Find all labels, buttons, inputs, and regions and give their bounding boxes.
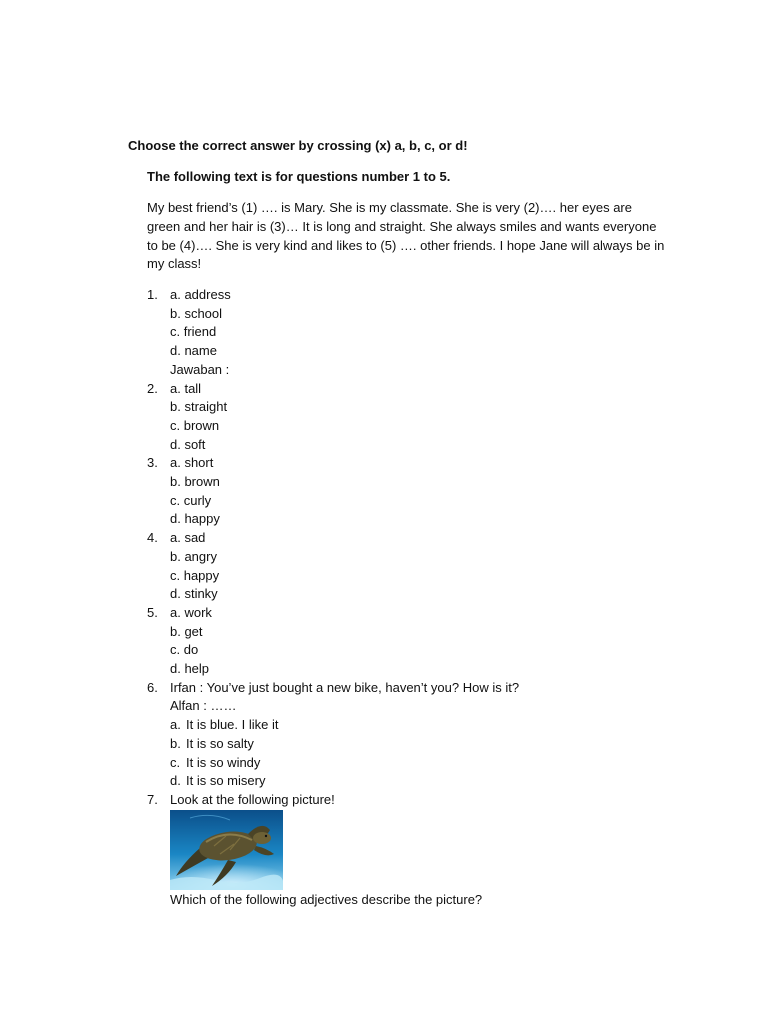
option-b: b. angry — [170, 548, 217, 564]
dialogue-line-alfan: Alfan : …… — [170, 698, 237, 714]
option-a: a. tall — [170, 380, 202, 396]
question-number: 3. — [147, 455, 158, 471]
reading-passage: My best friend’s (1) …. is Mary. She is my classmate. She is very (2)…. her eyes are green and her hair is (3)… It is long and straight. She always smiles and wants everyone to be (4)…. She is very kind and likes to (5) …. other friends. I hope Jane will always be in my class! — [147, 200, 665, 272]
dialogue-line-irfan: Irfan : You’ve just bought a new bike, haven’t you? How is it? — [170, 679, 520, 695]
option-c: c. do — [170, 642, 199, 658]
option-a: a. short — [170, 455, 214, 471]
option-b: b. It is so salty — [170, 735, 254, 751]
option-c: c. It is so windy — [170, 754, 261, 770]
question-2 — [147, 380, 519, 455]
option-d: d. soft — [170, 436, 206, 452]
question-number: 1. — [147, 287, 158, 302]
question-4 — [147, 529, 519, 604]
question-number: 6. — [147, 679, 158, 695]
option-a: a. sad — [170, 530, 206, 546]
option-d: d. It is so misery — [170, 773, 266, 789]
option-a: a. It is blue. I like it — [170, 717, 279, 733]
answer-label: Jawaban : — [170, 361, 230, 377]
option-d: d. happy — [170, 511, 220, 527]
question-5 — [147, 604, 519, 679]
option-a: a. work — [170, 604, 212, 620]
option-c: c. brown — [170, 417, 220, 433]
sea-turtle-photo — [170, 810, 283, 890]
option-c: c. friend — [170, 324, 217, 340]
option-b: b. school — [170, 305, 223, 321]
instruction: Choose the correct answer by crossing (x) a, b, c, or d! — [128, 138, 468, 153]
option-c: c. curly — [170, 492, 212, 508]
question-1 — [147, 286, 519, 380]
option-b: b. straight — [170, 399, 228, 415]
option-b: b. brown — [170, 474, 220, 490]
question-6 — [147, 679, 519, 791]
question-list — [147, 286, 519, 909]
question-3 — [147, 454, 519, 529]
option-b: b. get — [170, 623, 203, 639]
question-number: 2. — [147, 380, 158, 396]
question-number: 4. — [147, 530, 158, 546]
option-d: d. stinky — [170, 586, 218, 602]
picture-question: Which of the following adjectives describe the picture? — [170, 891, 483, 907]
picture-prompt: Look at the following picture! — [170, 791, 335, 807]
question-7 — [147, 791, 519, 909]
option-d: d. name — [170, 343, 217, 359]
question-number: 5. — [147, 604, 158, 620]
option-d: d. help — [170, 661, 210, 677]
passage-intro: The following text is for questions number 1 to 5. — [147, 169, 451, 184]
option-a: a. address — [170, 287, 231, 302]
question-number: 7. — [147, 791, 158, 807]
option-c: c. happy — [170, 567, 220, 583]
